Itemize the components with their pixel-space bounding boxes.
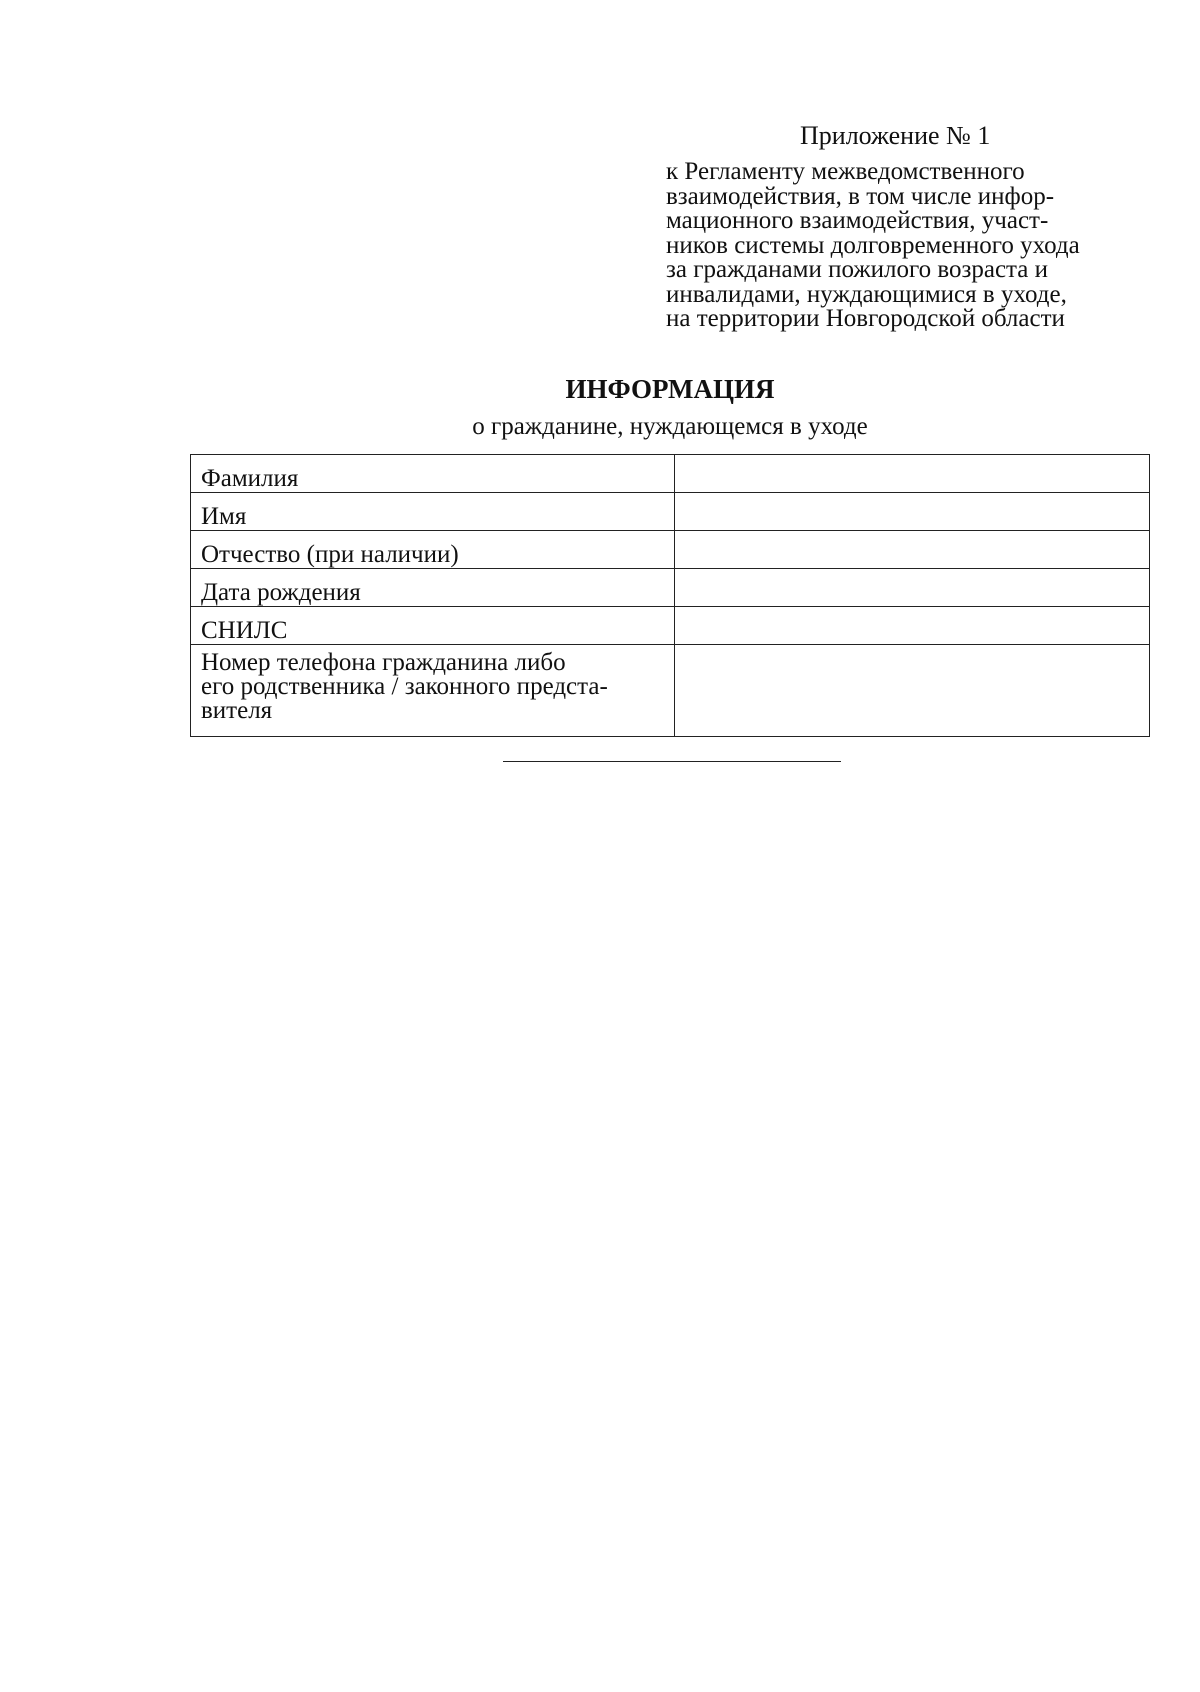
table-label-cell [191,645,675,737]
table-label-cell [191,569,675,607]
table-row [191,531,1150,569]
appendix-line: инвалидами, нуждающимися в уходе, [666,280,1067,308]
table-label-cell [191,531,675,569]
appendix-line: за гражданами пожилого возраста и [666,256,1049,283]
appendix-line: на территории Новгородской области [666,305,1065,332]
table-row [191,607,1150,645]
table-value-cell[interactable] [675,645,1150,737]
appendix-title: Приложение № 1 [800,121,991,150]
table-row [191,493,1150,531]
table-value-cell[interactable] [675,493,1150,531]
row-label-line: его родственника / законного предста- [201,673,608,700]
row-label-line: вителя [201,697,273,724]
appendix-text [666,160,1146,332]
table-value-cell[interactable] [675,455,1150,493]
table-label-cell [191,455,675,493]
table-label-cell [191,493,675,531]
appendix-line: мационного взаимодействия, участ- [666,207,1049,234]
appendix-line: взаимодействия, в том числе инфор- [666,182,1055,210]
appendix-line: ников системы долговременного ухода [666,231,1080,259]
table-value-cell[interactable] [675,569,1150,607]
end-separator-line [503,761,841,762]
row-label: Имя [201,503,247,530]
appendix-line: к Регламенту межведомственного [666,158,1025,185]
row-label: Фамилия [201,465,299,492]
table-value-cell[interactable] [675,607,1150,645]
table-row [191,455,1150,493]
document-title: ИНФОРМАЦИЯ [565,374,775,404]
row-label-line: Номер телефона гражданина либо [201,649,566,676]
table-row [191,645,1150,737]
table-value-cell[interactable] [675,531,1150,569]
citizen-info-table [190,454,1150,737]
document-subtitle: о гражданине, нуждающемся в уходе [472,413,868,440]
row-label: СНИЛС [201,617,288,644]
row-label: Отчество (при наличии) [201,541,459,568]
row-label: Дата рождения [201,579,361,606]
table-label-cell [191,607,675,645]
table-row [191,569,1150,607]
